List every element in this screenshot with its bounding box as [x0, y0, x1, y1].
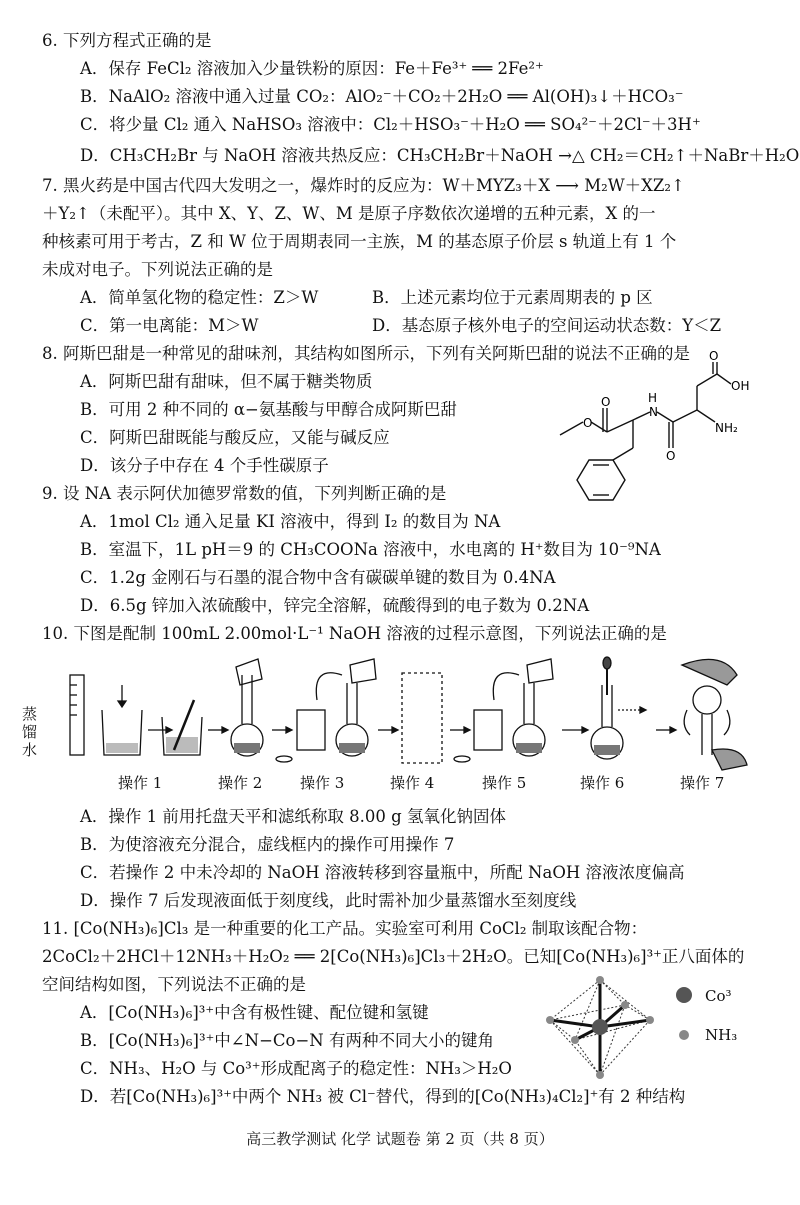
- nh2-label: NH₂: [715, 421, 738, 435]
- page-footer: 高三教学测试 化学 试题卷 第 2 页（共 8 页）: [246, 1130, 554, 1148]
- q8-option-d: D．该分子中存在 4 个手性碳原子: [80, 456, 329, 475]
- q6-stem: 6. 下列方程式正确的是: [42, 31, 212, 50]
- q8-stem: 8. 阿斯巴甜是一种常见的甜味剂，其结构如图所示，下列有关阿斯巴甜的说法不正确的是: [42, 344, 690, 363]
- op1-label: 操作 1: [118, 774, 163, 792]
- oh-label: OH: [731, 379, 750, 393]
- op4-label: 操作 4: [390, 774, 435, 792]
- op4-dashed-box: [402, 673, 442, 763]
- q6-option-a: A．保存 FeCl₂ 溶液加入少量铁粉的原因：Fe＋Fe³⁺ ══ 2Fe²⁺: [80, 59, 544, 78]
- solution-prep-diagram: [22, 655, 782, 795]
- q7-stem-line3: 种核素可用于考古，Z 和 W 位于周期表同一主族，M 的基态原子价层 s 轨道上有 1 个: [42, 232, 677, 251]
- q6-option-d: D．CH₃CH₂Br 与 NaOH 溶液共热反应：CH₃CH₂Br＋NaOH →△ CH₂＝CH₂↑＋NaBr＋H₂O: [80, 146, 800, 165]
- nh3-legend-icon: [679, 1030, 689, 1040]
- op7-label: 操作 7: [680, 774, 725, 792]
- q9-option-a: A．1mol Cl₂ 通入足量 KI 溶液中，得到 I₂ 的数目为 NA: [80, 512, 501, 531]
- q8-option-c: C．阿斯巴甜既能与酸反应，又能与碱反应: [80, 428, 390, 447]
- q9-option-c: C．1.2g 金刚石与石墨的混合物中含有碳碳单键的数目为 0.4NA: [80, 568, 556, 587]
- q11-stem-line2: 2CoCl₂＋2HCl＋12NH₃＋H₂O₂ ══ 2[Co(NH₃)₆]Cl₃＋2H₂O。已知[Co(NH₃)₆]³⁺正八面体的: [42, 947, 745, 966]
- q8-option-a: A．阿斯巴甜有甜味，但不属于糖类物质: [80, 372, 373, 391]
- aspartame-structure: [545, 349, 775, 510]
- legend-nh3-label: NH₃: [705, 1026, 738, 1044]
- q11-option-b: B．[Co(NH₃)₆]³⁺中∠N−Co−N 有两种不同大小的键角: [80, 1031, 494, 1050]
- amide-h-label: H: [648, 391, 658, 405]
- q10-option-a: A．操作 1 前用托盘天平和滤纸称取 8.00 g 氢氧化钠固体: [80, 807, 506, 826]
- q7-stem-line4: 未成对电子。下列说法正确的是: [42, 260, 273, 279]
- q11-stem-line1: 11. [Co(NH₃)₆]Cl₃ 是一种重要的化工产品。实验室可利用 CoCl₂ 制取该配合物：: [42, 919, 648, 938]
- ester-oxygen-label: O: [583, 416, 593, 430]
- q10-option-b: B．为使溶液充分混合，虚线框内的操作可用操作 7: [80, 835, 455, 854]
- q11-option-c: C．NH₃、H₂O 与 Co³⁺形成配离子的稳定性：NH₃＞H₂O: [80, 1059, 512, 1078]
- q9-option-d: D．6.5g 锌加入浓硫酸中，锌完全溶解，硫酸得到的电子数为 0.2NA: [80, 596, 590, 615]
- q6-option-c: C．将少量 Cl₂ 通入 NaHSO₃ 溶液中：Cl₂＋HSO₃⁻＋H₂O ══ SO₄²⁻＋2Cl⁻＋3H⁺: [80, 115, 701, 134]
- amide-n-label: N: [649, 405, 658, 419]
- ester-carbonyl-oxygen-label: O: [601, 395, 611, 409]
- co-legend-icon: [676, 987, 692, 1003]
- q7-option-b: B．上述元素均位于元素周期表的 p 区: [372, 288, 653, 307]
- q9-stem: 9. 设 NA 表示阿伏加德罗常数的值，下列判断正确的是: [42, 484, 447, 503]
- q10-stem: 10. 下图是配制 100mL 2.00mol·L⁻¹ NaOH 溶液的过程示意图，下列说法正确的是: [42, 624, 667, 643]
- q10-option-d: D．操作 7 后发现液面低于刻度线，此时需补加少量蒸馏水至刻度线: [80, 891, 577, 910]
- octahedron-legend-icons: [675, 985, 693, 1045]
- q7-option-d: D．基态原子核外电子的空间运动状态数：Y＜Z: [372, 316, 722, 335]
- op3-label: 操作 3: [300, 774, 345, 792]
- amide-oxygen-label: O: [666, 449, 676, 463]
- legend-co-label: Co³: [705, 987, 732, 1005]
- op6-label: 操作 6: [580, 774, 625, 792]
- distilled-water-label: 蒸 馏 水: [22, 705, 38, 759]
- q11-option-a: A．[Co(NH₃)₆]³⁺中含有极性键、配位键和氢键: [80, 1003, 429, 1022]
- q10-option-c: C．若操作 2 中未冷却的 NaOH 溶液转移到容量瓶中，所配 NaOH 溶液浓度偏高: [80, 863, 685, 882]
- q7-option-a: A．简单氢化物的稳定性：Z＞W: [80, 288, 319, 307]
- q7-stem-line2: ＋Y₂↑（未配平）。其中 X、Y、Z、W、M 是原子序数依次递增的五种元素，X 的一: [42, 204, 656, 223]
- q6-option-b: B．NaAlO₂ 溶液中通入过量 CO₂：AlO₂⁻＋CO₂＋2H₂O ══ Al(OH)₃↓＋HCO₃⁻: [80, 87, 684, 106]
- q8-option-b: B．可用 2 种不同的 α−氨基酸与甲醇合成阿斯巴甜: [80, 400, 457, 419]
- acid-oxygen-label: O: [709, 349, 719, 363]
- q7-stem-line1: 7. 黑火药是中国古代四大发明之一，爆炸时的反应为：W＋MYZ₃＋X ⟶ M₂W＋XZ₂↑: [42, 176, 685, 195]
- q11-option-d: D．若[Co(NH₃)₆]³⁺中两个 NH₃ 被 Cl⁻替代，得到的[Co(NH₃)₄Cl₂]⁺有 2 种结构: [80, 1087, 686, 1106]
- octahedron-structure: [540, 975, 660, 1080]
- q11-stem-line3: 空间结构如图，下列说法不正确的是: [42, 975, 306, 994]
- q9-option-b: B．室温下，1L pH＝9 的 CH₃COONa 溶液中，水电离的 H⁺数目为 10⁻⁹NA: [80, 540, 661, 559]
- co-atom: [592, 1019, 608, 1035]
- q7-option-c: C．第一电离能：M＞W: [80, 316, 259, 335]
- op2-label: 操作 2: [218, 774, 263, 792]
- op5-label: 操作 5: [482, 774, 527, 792]
